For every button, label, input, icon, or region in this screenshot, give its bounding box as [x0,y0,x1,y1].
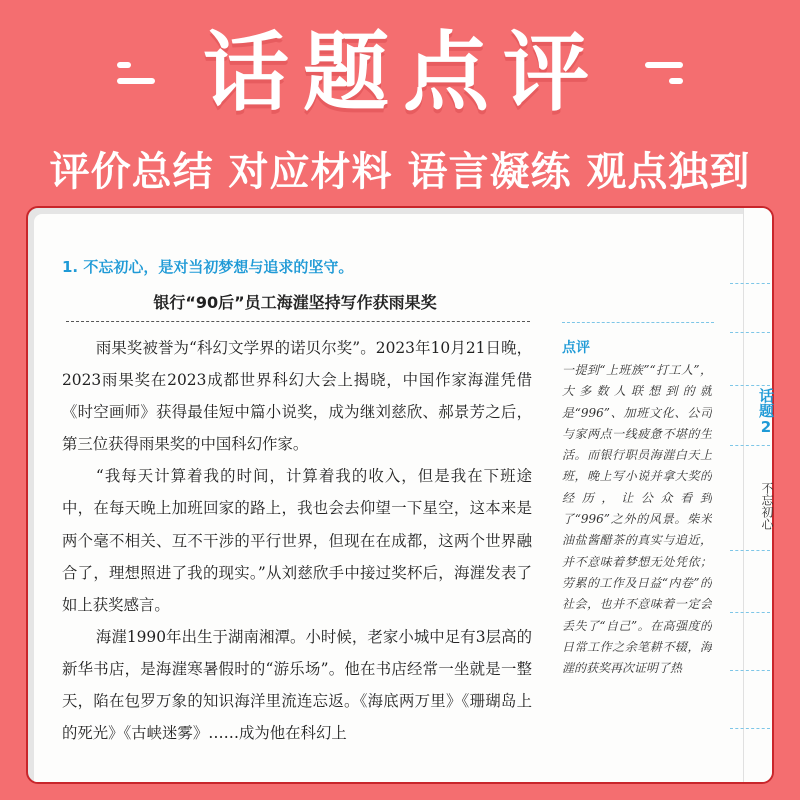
page-title: 话题点评 [203,23,603,123]
side-divider [730,445,770,446]
side-divider [730,332,770,333]
side-divider [730,612,770,613]
paragraph: 雨果奖被誉为“科幻文学界的诺贝尔奖”。2023年10月21日晚，2023雨果奖在2023成都世界科幻大会上揭晓，中国作家海漄凭借《时空画师》获得最佳短中篇小说奖，成为继刘慈欣、郝景芳之后，第三位获得雨果奖的中国科幻作家。 [62,339,532,454]
side-divider [730,385,770,386]
side-tab-topic[interactable]: 话题2 [757,388,775,436]
title-divider [66,321,530,322]
left-decoration [117,62,175,84]
paragraph: “我每天计算着我的时间，计算着我的收入，但是我在下班途中，在每天晚上加班回家的路上，我也会去仰望一下星空，这本来是两个毫不相关、互不干涉的平行世界，但现在在成都，这两个世界融合了，理想照进了我的现实。”从刘慈欣手中接过奖杯后，海漄发表了如上获奖感言。 [62,467,532,614]
deco-dash [669,78,683,84]
comment-text: 一提到“上班族”“打工人”，大多数人联想到的就是“996”、加班文化、公司与家两点一线疲惫不堪的生活。而银行职员海漄白天上班，晚上写小说并拿大奖的经历，让公众看到了“996”之外的风景。柴米油盐酱醋茶的真实与追近，并不意味着梦想无处凭依；劳累的工作及日益“内卷”的社会，也并不意味着一定会丢失了“自己”。在高强度的日常工作之余笔耕不辍，海漄的获奖再次证明了热 [562,363,712,676]
page-subtitle: 评价总结 对应材料 语言凝练 观点独到 [49,149,751,195]
side-divider [730,283,770,284]
side-divider [730,550,770,551]
deco-dash [117,62,131,68]
side-divider [730,670,770,671]
deco-dash [117,78,155,84]
side-tab-topic-name: 不忘初心 [760,482,774,530]
section-heading: 1. 不忘初心，是对当初梦想与追求的坚守。 [62,258,354,276]
comment-label: 点评 [562,340,590,356]
paragraph: 海漄1990年出生于湖南湘潭。小时候，老家小城中足有3层高的新华书店，是海漄寒暑假时的“游乐场”。他在书店经常一坐就是一整天，陷在包罗万象的知识海洋里流连忘返。《海底两万里》《珊瑚岛上的死光》《古峡迷雾》……成为他在科幻上 [62,627,532,743]
title-row [0,18,800,128]
article-body [62,332,532,749]
header-banner [0,0,800,205]
deco-dash [645,62,683,68]
comment-divider [562,322,714,323]
article-title: 银行“90后”员工海漄坚持写作获雨果奖 [153,293,437,312]
side-divider [730,728,770,729]
right-decoration [625,62,683,84]
